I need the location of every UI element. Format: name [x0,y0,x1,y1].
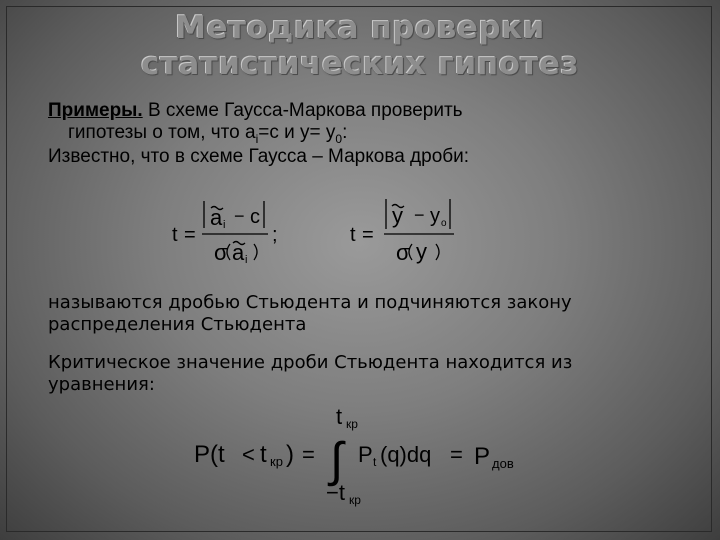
formula-student-a [160,195,300,275]
formula2-yo: y [430,205,440,227]
formula2-eq: = [362,224,374,246]
formula2-minus: − [414,205,425,225]
formula3-P2: P [474,443,491,470]
formula1-minus: − [234,206,245,226]
formula-critical [190,400,530,510]
formula3-eq: = [302,442,315,467]
paren-close-2 [436,244,439,260]
hypotheses-end: : [342,122,348,143]
hypotheses-pre: гипотезы о том, что a [68,122,256,143]
formula1-a-den: a [232,240,245,265]
formula3-kr: кр [270,454,283,469]
formula3-pt-sub: t [373,455,377,469]
formula3-P: P [194,441,211,468]
formula1-t: t [172,224,178,246]
known-line: Известно, что в схеме Гаусса – Маркова дроби: [48,146,470,167]
student-line-1: называются дробью Стьюдента и подчиняются закону [48,292,572,313]
student-line-2: распределения Стьюдента [48,314,307,335]
hypotheses-sub-i: i [255,131,259,146]
slide-title-line-2: статистических гипотез [141,46,579,82]
formula3-lower-t: −t [326,480,345,505]
formula1-i-den: i [245,254,248,266]
formula3-t: t [260,441,267,468]
formula1-i: i [223,219,226,231]
formula1-c: c [250,206,260,228]
formula2-sigma: σ [396,240,410,265]
examples-label: Примеры. [48,100,143,121]
paren-close [254,244,257,260]
formula3-eq2: = [450,442,463,467]
formula3-upper-kr: кр [346,417,358,431]
formula-student-y [340,195,470,275]
formula3-integrand: (q)dq [380,442,432,467]
formula2-y: y [392,203,403,228]
examples-text: В схеме Гаусса-Маркова проверить [142,100,463,121]
critical-line-2: уравнения: [48,374,155,395]
hypotheses-sub-0: 0 [335,131,343,146]
formula2-t: t [350,224,356,246]
formula1-semicolon: ; [272,224,278,246]
formula1-a: a [210,205,223,230]
formula3-dov: дов [492,456,514,471]
slide-title-line-1: Методика проверки [175,10,545,46]
formula3-Pt: P [358,442,373,467]
integral-sign: ∫ [330,434,344,487]
formula3-lt: < [242,442,255,467]
formula3-close: ) [286,441,294,468]
formula3-open: (t [210,441,225,468]
formula1-sigma: σ [214,240,228,265]
formula3-upper-t: t [336,404,343,429]
critical-line-1: Критическое значение дроби Стьюдента находится из [48,352,573,373]
examples-line [48,100,463,122]
formula2-o: o [441,218,447,229]
formula2-y-den: y [416,239,427,264]
formula1-eq: = [184,224,196,246]
hypotheses-mid: =c и y= y [258,122,336,143]
formula3-lower-kr: кр [349,493,361,507]
